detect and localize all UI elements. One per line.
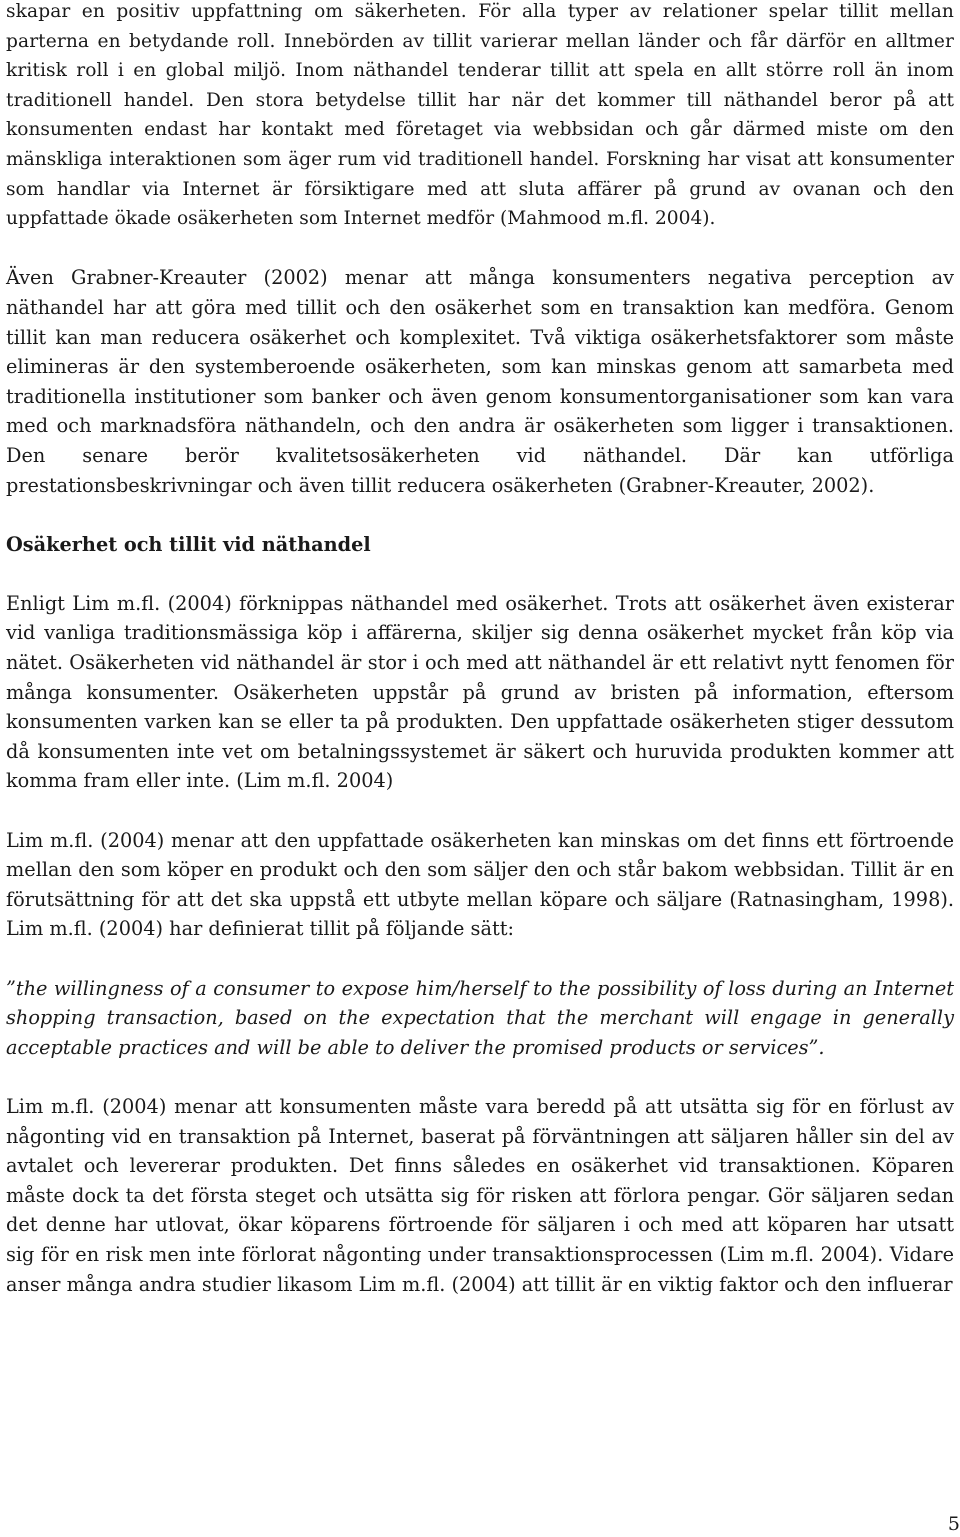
document-page (6, 0, 954, 1299)
paragraph-spacer (6, 559, 954, 589)
paragraph-lim-risk: Lim m.fl. (2004) menar att konsumenten måste vara beredd på att utsätta sig för en förlust av någonting vid en transaktion på Internet, baserat på förväntningen att säljaren håller sin del av avtalet och levererar produkten. Det finns således en osäkerhet vid transaktionen. Köparen måste dock ta det första steget och utsätta sig för risken att förlora pengar. Gör säljaren sedan det denne har utlovat, ökar köparens förtroende för säljaren i och med att köparen har utsatt sig för en risk men inte förlorat någonting under transaktionsprocessen (Lim m.fl. 2004). Vidare anser många andra studier likasom Lim m.fl. (2004) att tillit är en viktig faktor och den influerar (6, 1094, 954, 1296)
paragraph-trust-intro (6, 0, 954, 234)
page-number: 5 (947, 1513, 960, 1535)
paragraph-spacer (6, 500, 954, 530)
paragraph-spacer (6, 944, 954, 974)
paragraph-trust-intro-rest: Den stora betydelse tillit har när det kommer till näthandel beror på att konsumenten endast har kontakt med företaget via webbsidan och går därmed miste om den mänskliga interaktionen som äger rum vid traditionell handel. Forskning har visat att konsumenter som handlar via Internet är försiktigare med att sluta affärer på grund av ovanan och den uppfattade ökade osäkerheten som Internet medför (Mahmood m.fl. 2004). (6, 89, 954, 230)
paragraph-spacer (6, 796, 954, 826)
paragraph-lim-uncertainty: Enligt Lim m.fl. (2004) förknippas näthandel med osäkerhet. Trots att osäkerhet även existerar vid vanliga traditionsmässiga köp i affärerna, skiljer sig denna osäkerhet mycket från köp via nätet. Osäkerheten vid näthandel är stor i och med att näthandel är ett relativt nytt fenomen för många konsumenter. Osäkerheten uppstår på grund av bristen på information, eftersom konsumenten varken kan se eller ta på produkten. Den uppfattade osäkerheten stiger dessutom då konsumenten inte vet om betalningssystemet är säkert och huruvida produkten kommer att komma fram eller inte. (Lim m.fl. 2004) (6, 591, 954, 793)
paragraph-spacer (6, 234, 954, 264)
trust-definition-quote: ”the willingness of a consumer to expose him/herself to the possibility of loss during an Internet shopping transaction, based on the expectation that the merchant will engage in generally acceptable practices and will be able to deliver the promised products or services”. (6, 976, 954, 1059)
section-heading: Osäkerhet och tillit vid näthandel (6, 532, 371, 556)
paragraph-spacer (6, 1062, 954, 1092)
paragraph-trust-intro-lead: skapar en positiv uppfattning om säkerheten. För alla typer av relationer spelar tillit mellan parterna en betydande roll. Innebörden av tillit varierar mellan länder och får därför en alltmer kritisk roll i en global miljö. Inom näthandel tenderar tillit att spela en allt större roll än inom traditionell handel. (6, 1, 954, 111)
paragraph-lim-trust: Lim m.fl. (2004) menar att den uppfattade osäkerheten kan minskas om det finns ett förtroende mellan den som köper en produkt och den som säljer den och står bakom webbsidan. Tillit är en förutsättning för att det ska uppstå ett utbyte mellan köpare och säljare (Ratnasingham, 1998). Lim m.fl. (2004) har definierat tillit på följande sätt: (6, 828, 954, 941)
paragraph-grabner-kreauter: Även Grabner-Kreauter (2002) menar att många konsumenters negativa perception av näthandel har att göra med tillit och den osäkerhet som en transaktion kan medföra. Genom tillit kan man reducera osäkerhet och komplexitet. Två viktiga osäkerhetsfaktorer som måste elimineras är den systemberoende osäkerheten, som kan minskas genom att samarbeta med traditionella institutioner som banker och även genom konsumentorganisationer som kan vara med och marknadsföra näthandeln, och den andra är osäkerheten som ligger i transaktionen. Den senare berör kvalitetsosäkerheten vid näthandel. Där kan utförliga prestationsbeskrivningar och även tillit reducera osäkerheten (Grabner-Kreauter, 2002). (6, 266, 954, 497)
